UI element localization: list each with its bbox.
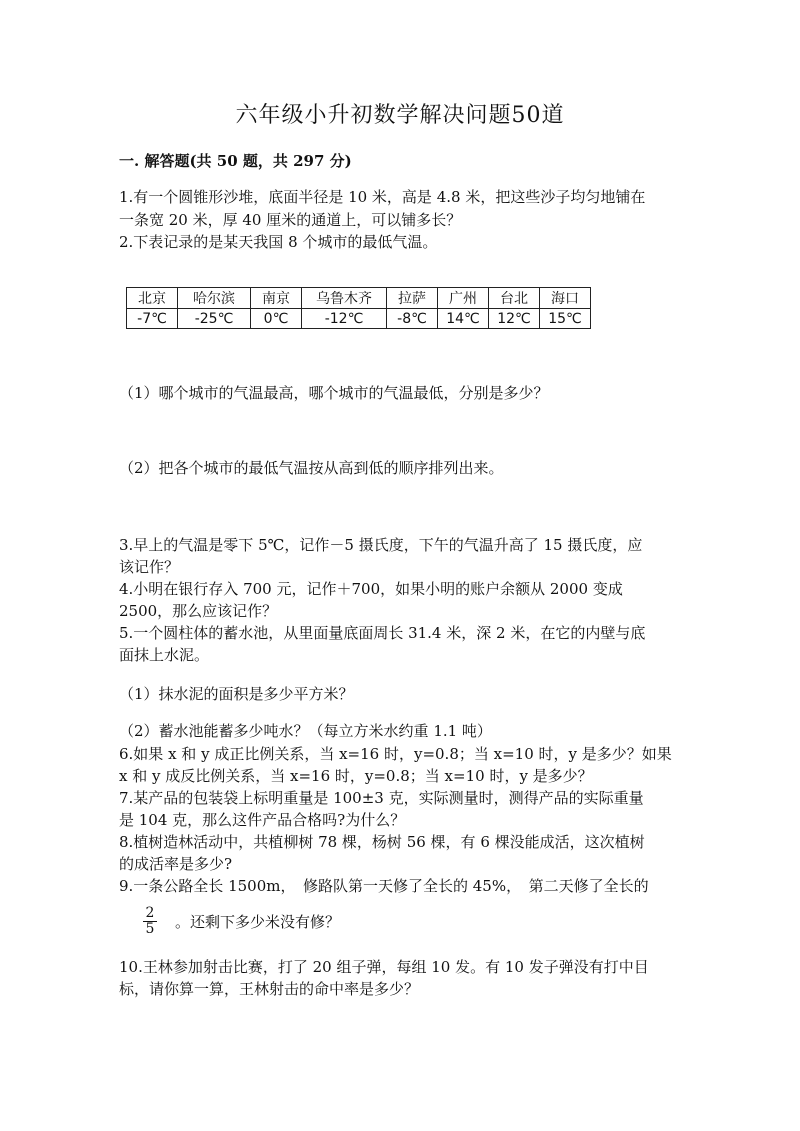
problem-line: （2）把各个城市的最低气温按从高到低的顺序排列出来。	[119, 459, 504, 477]
problem-line: 7.某产品的包装袋上标明重量是 100±3 克，实际测量时，测得产品的实际重量	[119, 789, 644, 807]
problem-line: 1.有一个圆锥形沙堆，底面半径是 10 米，高是 4.8 米，把这些沙子均匀地铺在	[119, 188, 646, 206]
problem-line: 5.一个圆柱体的蓄水池，从里面量底面周长 31.4 米，深 2 米，在它的内壁与底	[119, 624, 646, 642]
table-cell: 0℃	[251, 309, 302, 329]
problem-line: 标，请你算一算，王林射击的命中率是多少？	[119, 980, 420, 998]
problem-line: 该记作？	[119, 558, 180, 576]
table-row-temps	[127, 309, 591, 329]
table-cell: 南京	[251, 288, 302, 309]
problem-line: （1）哪个城市的气温最高，哪个城市的气温最低，分别是多少？	[119, 384, 549, 402]
problem-line: 9.一条公路全长 1500m， 修路队第一天修了全长的 45%， 第二天修了全长的	[119, 877, 649, 895]
table-cell: -12℃	[302, 309, 387, 329]
table-cell: 14℃	[438, 309, 489, 329]
table-cell: 广州	[438, 288, 489, 309]
page-title: 六年级小升初数学解决问题50道	[235, 103, 565, 128]
problem-line: 2.下表记录的是某天我国 8 个城市的最低气温。	[119, 233, 438, 251]
problem-line: 6.如果 x 和 y 成正比例关系，当 x=16 时，y=0.8；当 x=10 时，y 是多少？如果	[119, 745, 672, 763]
table-cell: 哈尔滨	[178, 288, 251, 309]
problem-line: 3.早上的气温是零下 5℃，记作－5 摄氏度，下午的气温升高了 15 摄氏度，应	[119, 536, 643, 554]
problem-line: 4.小明在银行存入 700 元，记作＋700，如果小明的账户余额从 2000 变成	[119, 580, 623, 598]
problem-line: 。还剩下多少米没有修？	[175, 913, 341, 931]
table-cell: 15℃	[540, 309, 591, 329]
problem-line: 的成活率是多少?	[119, 855, 233, 873]
table-cell: -8℃	[387, 309, 438, 329]
fraction	[143, 906, 157, 937]
table-cell: -7℃	[127, 309, 178, 329]
table-cell: 台北	[489, 288, 540, 309]
temperature-table	[126, 287, 591, 329]
problem-line: 一条宽 20 米，厚 40 厘米的通道上，可以铺多长？	[119, 211, 462, 229]
problem-line: x 和 y 成反比例关系，当 x=16 时，y=0.8；当 x=10 时，y 是多少？	[119, 767, 593, 785]
fraction-numerator: 2	[143, 906, 157, 922]
problem-line: （2）蓄水池能蓄多少吨水？（每立方米水约重 1.1 吨）	[119, 722, 492, 740]
problem-line: 8.植树造林活动中，共植柳树 78 棵，杨树 56 棵，有 6 棵没能成活，这次植树	[119, 833, 645, 851]
table-cell: -25℃	[178, 309, 251, 329]
problem-line: 2500，那么应该记作？	[119, 602, 278, 620]
problem-line: 面抹上水泥。	[119, 646, 210, 664]
fraction-denominator: 5	[145, 921, 155, 937]
section-heading: 一. 解答题(共 50 题，共 297 分)	[119, 152, 352, 170]
table-cell: 乌鲁木齐	[302, 288, 387, 309]
table-cell: 海口	[540, 288, 591, 309]
table-row-cities	[127, 288, 591, 309]
table-cell: 北京	[127, 288, 178, 309]
problem-line: 10.王林参加射击比赛，打了 20 组子弹，每组 10 发。有 10 发子弹没有打中目	[119, 958, 649, 976]
problem-line: 是 104 克，那么这件产品合格吗?为什么？	[119, 811, 406, 829]
problem-line: （1）抹水泥的面积是多少平方米？	[119, 685, 354, 703]
table-cell: 12℃	[489, 309, 540, 329]
table-cell: 拉萨	[387, 288, 438, 309]
